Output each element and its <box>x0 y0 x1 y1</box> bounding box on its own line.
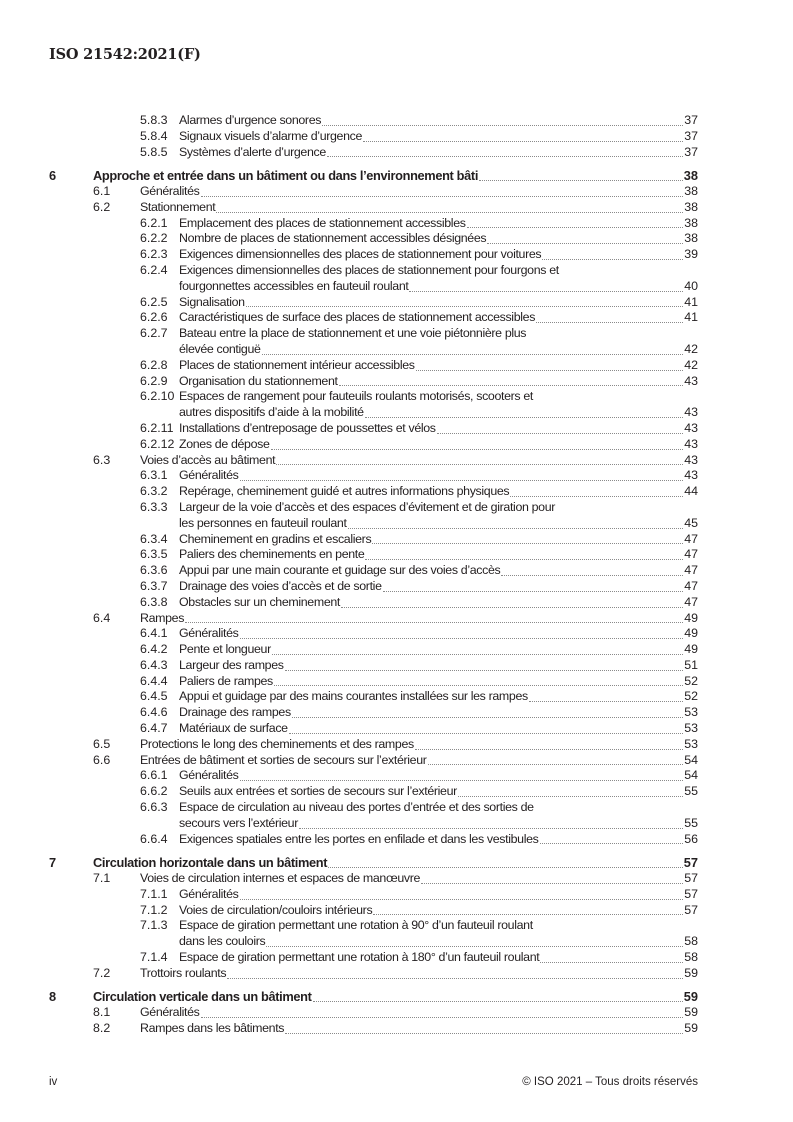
toc-entry-title: élevée contiguë <box>179 341 261 356</box>
dot-leader <box>540 961 683 963</box>
toc-entry[interactable] <box>49 918 698 950</box>
toc-entry-page: 43 <box>684 468 698 483</box>
toc-entry-title: Voies d’accès au bâtiment <box>140 452 276 467</box>
toc-entry[interactable] <box>49 989 698 1005</box>
toc-entry-number: 6.2.6 <box>140 310 168 325</box>
dot-leader <box>529 700 683 702</box>
toc-entry-page: 42 <box>684 341 698 356</box>
dot-leader <box>240 779 683 781</box>
toc-entry-title: Approche et entrée dans un bâtiment ou dans l’environnement bâti <box>93 168 479 184</box>
toc-entry[interactable] <box>49 579 698 595</box>
toc-entry[interactable] <box>49 642 698 658</box>
toc-entry[interactable] <box>49 737 698 753</box>
toc-entry-page: 59 <box>684 1005 698 1020</box>
toc-entry-number: 7.1.4 <box>140 950 168 965</box>
toc-entry-title: Généralités <box>140 183 200 198</box>
toc-entry-number: 6.3.8 <box>140 594 168 609</box>
toc-entry-title: Systèmes d’alerte d’urgence <box>179 144 326 159</box>
toc-entry-title: Espace de circulation au niveau des portes d’entrée et des sorties de <box>179 800 534 815</box>
toc-entry[interactable] <box>49 200 698 216</box>
toc-entry-page: 53 <box>684 736 698 751</box>
toc-entry-number: 7.1 <box>93 871 111 886</box>
page-number: iv <box>49 1076 58 1088</box>
toc-entry-number: 6.2.7 <box>140 326 168 341</box>
toc-entry-title: Circulation horizontale dans un bâtiment <box>93 855 328 871</box>
toc-entry-number: 6.2.3 <box>140 247 168 262</box>
toc-entry-title: Cheminement en gradins et escaliers <box>179 531 372 546</box>
toc-entry-title: Places de stationnement intérieur accessibles <box>179 357 415 372</box>
toc-entry-page: 47 <box>684 547 698 562</box>
dot-leader <box>292 716 683 718</box>
dot-leader <box>185 621 683 623</box>
dot-leader <box>272 653 683 655</box>
toc-entry[interactable] <box>49 484 698 500</box>
toc-entry-number: 6.3.4 <box>140 531 168 546</box>
dot-leader <box>276 463 683 465</box>
dot-leader <box>240 637 683 639</box>
dot-leader <box>285 669 683 671</box>
toc-entry[interactable] <box>49 326 698 358</box>
dot-leader <box>363 140 683 142</box>
toc-entry-page: 43 <box>684 436 698 451</box>
toc-entry-number: 6.6.3 <box>140 800 168 815</box>
toc-entry-number: 5.8.3 <box>140 113 168 127</box>
toc-entry-page: 38 <box>684 183 698 198</box>
dot-leader <box>428 763 683 765</box>
toc-entry[interactable] <box>49 231 698 247</box>
toc-entry-page: 59 <box>684 965 698 980</box>
toc-entry-title: Obstacles sur un cheminement <box>179 594 340 609</box>
toc-entry[interactable] <box>49 453 698 469</box>
toc-entry-page: 59 <box>683 989 698 1005</box>
toc-entry-page: 43 <box>684 452 698 467</box>
toc-entry-title: Circulation verticale dans un bâtiment <box>93 989 312 1005</box>
toc-entry[interactable] <box>49 855 698 871</box>
toc-entry-page: 56 <box>684 831 698 846</box>
toc-entry-title: Drainage des voies d’accès et de sortie <box>179 578 382 593</box>
toc-entry-number: 7.1.1 <box>140 886 168 901</box>
toc-entry[interactable] <box>49 595 698 611</box>
toc-entry-title: Généralités <box>140 1005 200 1020</box>
toc-entry-page: 44 <box>684 484 698 499</box>
dot-leader <box>262 353 683 355</box>
dot-leader <box>373 913 683 915</box>
toc-entry-page: 38 <box>684 231 698 246</box>
toc-entry[interactable] <box>49 129 698 145</box>
toc-entry-number: 6.3.7 <box>140 578 168 593</box>
toc-entry-page: 45 <box>684 515 698 530</box>
toc-entry-page: 37 <box>684 128 698 143</box>
toc-entry[interactable] <box>49 216 698 232</box>
dot-leader <box>299 827 683 829</box>
toc-entry-page: 38 <box>684 215 698 230</box>
toc-entry[interactable] <box>49 903 698 919</box>
dot-leader <box>415 748 683 750</box>
toc-entry[interactable] <box>49 468 698 484</box>
toc-entry-title: Généralités <box>179 768 239 783</box>
toc-entry-number: 8.2 <box>93 1021 111 1036</box>
toc-entry[interactable] <box>49 145 698 161</box>
dot-leader <box>341 606 683 608</box>
document-id-header: ISO 21542:2021(F) <box>49 46 201 63</box>
dot-leader <box>240 898 683 900</box>
dot-leader <box>285 1032 683 1034</box>
toc-entry[interactable] <box>49 721 698 737</box>
toc-entry-title: Nombre de places de stationnement accessibles désignées <box>179 231 487 246</box>
toc-entry[interactable] <box>49 532 698 548</box>
toc-entry-title: Bateau entre la place de stationnement et une voie piétonnière plus <box>179 326 527 341</box>
toc-entry-page: 47 <box>684 578 698 593</box>
toc-entry-title: Signalisation <box>179 294 245 309</box>
toc-entry[interactable] <box>49 611 698 627</box>
toc-entry-page: 38 <box>683 168 698 184</box>
toc-entry-number: 6.2.9 <box>140 373 168 388</box>
toc-entry[interactable] <box>49 753 698 769</box>
toc-entry-title: Paliers des cheminements en pente <box>179 547 365 562</box>
toc-entry-number: 6.2.1 <box>140 215 168 230</box>
toc-entry[interactable] <box>49 1021 698 1037</box>
toc-entry-number: 6.5 <box>93 736 111 751</box>
dot-leader <box>409 290 683 292</box>
toc-entry[interactable] <box>49 563 698 579</box>
toc-entry[interactable] <box>49 113 698 129</box>
page-footer <box>49 1076 698 1088</box>
toc-entry-page: 52 <box>684 673 698 688</box>
toc-entry-number: 8.1 <box>93 1005 111 1020</box>
dot-leader <box>201 195 683 197</box>
toc-entry-number: 6.2.4 <box>140 262 168 277</box>
dot-leader <box>246 305 683 307</box>
toc-entry-page: 38 <box>684 199 698 214</box>
toc-entry-page: 58 <box>684 950 698 965</box>
dot-leader <box>540 842 684 844</box>
dot-leader <box>536 321 683 323</box>
toc-entry-page: 47 <box>684 594 698 609</box>
toc-entry-number: 6.6.2 <box>140 784 168 799</box>
toc-entry-title: Pente et longueur <box>179 642 271 657</box>
toc-entry-page: 49 <box>684 610 698 625</box>
toc-entry-title: Espaces de rangement pour fauteuils roulants motorisés, scooters et <box>179 389 533 404</box>
toc-entry[interactable] <box>49 1005 698 1021</box>
dot-leader <box>467 226 683 228</box>
toc-entry-number: 6.4.1 <box>140 626 168 641</box>
toc-entry-page: 49 <box>684 626 698 641</box>
toc-entry-title: Largeur de la voie d’accès et des espaces d’évitement et de giration pour <box>179 499 556 514</box>
dot-leader <box>487 242 683 244</box>
toc-entry-number: 6.3.2 <box>140 484 168 499</box>
toc-entry[interactable] <box>49 358 698 374</box>
toc-entry-number: 6.4.7 <box>140 721 168 736</box>
toc-entry-page: 54 <box>684 768 698 783</box>
toc-entry-number: 6.4 <box>93 610 111 625</box>
toc-entry-number: 6.4.4 <box>140 673 168 688</box>
toc-entry-title: Drainage des rampes <box>179 705 291 720</box>
dot-leader <box>322 124 683 126</box>
dot-leader <box>365 416 683 418</box>
toc-entry-page: 53 <box>684 705 698 720</box>
dot-leader <box>240 479 683 481</box>
toc-entry-title: Stationnement <box>140 199 216 214</box>
toc-entry-title: secours vers l’extérieur <box>179 815 298 830</box>
toc-entry-title: Exigences dimensionnelles des places de stationnement pour fourgons et <box>179 262 559 277</box>
toc-entry[interactable] <box>49 689 698 705</box>
toc-entry-number: 7.1.2 <box>140 902 168 917</box>
toc-entry-number: 6 <box>49 168 57 184</box>
dot-leader <box>227 977 683 979</box>
copyright-notice: © ISO 2021 – Tous droits réservés <box>522 1076 698 1088</box>
toc-entry-title: Alarmes d’urgence sonores <box>179 113 322 127</box>
dot-leader <box>479 179 683 181</box>
toc-entry[interactable] <box>49 832 698 848</box>
toc-entry[interactable] <box>49 950 698 966</box>
dot-leader <box>289 732 683 734</box>
toc-entry-page: 57 <box>684 886 698 901</box>
toc-entry-title: autres dispositifs d’aide à la mobilité <box>179 405 364 420</box>
toc-entry-title: Matériaux de surface <box>179 721 288 736</box>
toc-entry-title: Installations d’entreposage de poussettes et vélos <box>179 420 436 435</box>
toc-entry-page: 47 <box>684 563 698 578</box>
toc-entry[interactable] <box>49 705 698 721</box>
toc-entry-number: 7.2 <box>93 965 111 980</box>
toc-entry-title: Voies de circulation/couloirs intérieurs <box>179 902 373 917</box>
toc-entry-title: Repérage, cheminement guidé et autres informations physiques <box>179 484 510 499</box>
toc-entry-number: 6.2.12 <box>140 436 175 451</box>
dot-leader <box>328 866 683 868</box>
toc-entry[interactable] <box>49 389 698 421</box>
dot-leader <box>383 590 683 592</box>
dot-leader <box>339 384 683 386</box>
dot-leader <box>421 882 683 884</box>
toc-entry-page: 47 <box>684 531 698 546</box>
toc-entry-number: 7.1.3 <box>140 918 168 933</box>
toc-entry-number: 6.4.6 <box>140 705 168 720</box>
toc-entry-title: Voies de circulation internes et espaces de manœuvre <box>140 871 421 886</box>
toc-entry-title: Trottoirs roulants <box>140 965 227 980</box>
dot-leader <box>216 211 683 213</box>
toc-entry[interactable] <box>49 263 698 295</box>
toc-entry-title: Exigences spatiales entre les portes en enfilade et dans les vestibules <box>179 831 539 846</box>
toc-entry-page: 42 <box>684 357 698 372</box>
toc-entry-number: 6.6.4 <box>140 831 168 846</box>
toc-entry[interactable] <box>49 310 698 326</box>
toc-entry-number: 6.4.3 <box>140 657 168 672</box>
toc-entry-title: Paliers de rampes <box>179 673 273 688</box>
toc-entry-number: 6.4.2 <box>140 642 168 657</box>
toc-entry-page: 51 <box>684 657 698 672</box>
toc-entry[interactable] <box>49 966 698 982</box>
toc-entry-title: Seuils aux entrées et sorties de secours sur l’extérieur <box>179 784 457 799</box>
toc-entry-number: 6.2.11 <box>140 420 174 435</box>
toc-entry-page: 52 <box>684 689 698 704</box>
toc-entry-number: 5.8.5 <box>140 144 168 159</box>
toc-entry-title: Organisation du stationnement <box>179 373 338 388</box>
toc-entry[interactable] <box>49 768 698 784</box>
toc-entry-title: dans les couloirs <box>179 934 266 949</box>
toc-entry-title: Largeur des rampes <box>179 657 284 672</box>
toc-entry-number: 6.4.5 <box>140 689 168 704</box>
toc-entry[interactable] <box>49 871 698 887</box>
dot-leader <box>266 945 683 947</box>
toc-entry-number: 6.6 <box>93 752 111 767</box>
toc-entry-page: 54 <box>684 752 698 767</box>
toc-entry-number: 8 <box>49 989 57 1005</box>
toc-entry-page: 58 <box>684 934 698 949</box>
toc-entry-title: Généralités <box>179 626 239 641</box>
toc-entry-title: Espace de giration permettant une rotation à 90° d’un fauteuil roulant <box>179 918 533 933</box>
dot-leader <box>348 527 683 529</box>
toc-entry-page: 43 <box>684 373 698 388</box>
toc-entry-title: Appui par une main courante et guidage sur des voies d’accès <box>179 563 501 578</box>
toc-entry-page: 57 <box>684 871 698 886</box>
toc-entry-number: 6.2.8 <box>140 357 168 372</box>
toc-entry-number: 6.3 <box>93 452 111 467</box>
toc-entry[interactable] <box>49 247 698 263</box>
toc-entry[interactable] <box>49 168 698 184</box>
toc-entry-page: 43 <box>684 405 698 420</box>
toc-entry[interactable] <box>49 674 698 690</box>
toc-entry[interactable] <box>49 437 698 453</box>
toc-entry-page: 53 <box>684 721 698 736</box>
toc-entry-title: Emplacement des places de stationnement accessibles <box>179 215 466 230</box>
toc-entry-number: 6.3.3 <box>140 499 168 514</box>
toc-entry[interactable] <box>49 547 698 563</box>
toc-entry[interactable] <box>49 887 698 903</box>
dot-leader <box>542 258 683 260</box>
dot-leader <box>501 574 683 576</box>
toc-entry-title: Zones de dépose <box>179 436 270 451</box>
dot-leader <box>372 542 683 544</box>
dot-leader <box>313 1000 683 1002</box>
dot-leader <box>437 432 683 434</box>
toc-entry[interactable] <box>49 626 698 642</box>
toc-entry-number: 6.3.5 <box>140 547 168 562</box>
dot-leader <box>365 558 683 560</box>
toc-entry-number: 6.6.1 <box>140 768 168 783</box>
dot-leader <box>327 155 683 157</box>
toc-entry-page: 55 <box>684 784 698 799</box>
toc-entry-number: 6.3.6 <box>140 563 168 578</box>
toc-entry[interactable] <box>49 658 698 674</box>
toc-entry-title: Généralités <box>179 886 239 901</box>
toc-entry-number: 6.2.2 <box>140 231 168 246</box>
dot-leader <box>271 448 683 450</box>
toc-entry-page: 49 <box>684 642 698 657</box>
toc-entry-number: 6.2 <box>93 199 111 214</box>
toc-entry-page: 41 <box>684 294 698 309</box>
toc-entry-title: Appui et guidage par des mains courantes installées sur les rampes <box>179 689 528 704</box>
toc-entry-title: les personnes en fauteuil roulant <box>179 515 347 530</box>
toc-entry-page: 57 <box>683 855 698 871</box>
toc-entry-page: 55 <box>684 815 698 830</box>
toc-entry-number: 6.1 <box>93 183 111 198</box>
toc-entry-page: 41 <box>684 310 698 325</box>
toc-entry-page: 43 <box>684 420 698 435</box>
toc-entry-page: 37 <box>684 144 698 159</box>
toc-entry[interactable] <box>49 295 698 311</box>
toc-entry[interactable] <box>49 800 698 832</box>
dot-leader <box>416 369 683 371</box>
toc-entry-title: Espace de giration permettant une rotation à 180° d’un fauteuil roulant <box>179 950 540 965</box>
toc-entry-number: 5.8.4 <box>140 128 168 143</box>
toc-entry-page: 37 <box>684 113 698 127</box>
table-of-contents <box>49 113 698 1037</box>
toc-entry-number: 6.2.10 <box>140 389 175 404</box>
toc-entry-page: 39 <box>684 247 698 262</box>
dot-leader <box>274 684 683 686</box>
toc-entry[interactable] <box>49 421 698 437</box>
toc-entry-title: Entrées de bâtiment et sorties de secours sur l’extérieur <box>140 752 427 767</box>
toc-entry[interactable] <box>49 784 698 800</box>
toc-entry-title: Signaux visuels d’alarme d’urgence <box>179 128 363 143</box>
toc-entry-title: Exigences dimensionnelles des places de stationnement pour voitures <box>179 247 542 262</box>
toc-entry-number: 6.2.5 <box>140 294 168 309</box>
toc-entry[interactable] <box>49 500 698 532</box>
toc-entry[interactable] <box>49 374 698 390</box>
toc-entry-page: 59 <box>684 1021 698 1036</box>
toc-entry[interactable] <box>49 184 698 200</box>
dot-leader <box>201 1016 683 1018</box>
toc-entry-title: Protections le long des cheminements et des rampes <box>140 736 414 751</box>
toc-entry-page: 57 <box>684 902 698 917</box>
dot-leader <box>458 795 683 797</box>
dot-leader <box>510 495 683 497</box>
toc-entry-number: 6.3.1 <box>140 468 168 483</box>
toc-entry-number: 7 <box>49 855 57 871</box>
toc-entry-page: 40 <box>684 278 698 293</box>
toc-entry-title: Rampes dans les bâtiments <box>140 1021 285 1036</box>
toc-entry-title: fourgonnettes accessibles en fauteuil roulant <box>179 278 409 293</box>
toc-entry-title: Généralités <box>179 468 239 483</box>
toc-entry-title: Caractéristiques de surface des places de stationnement accessibles <box>179 310 536 325</box>
toc-entry-title: Rampes <box>140 610 185 625</box>
